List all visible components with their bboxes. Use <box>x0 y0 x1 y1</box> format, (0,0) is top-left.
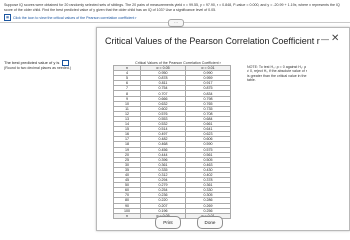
table-cell: n <box>114 66 141 71</box>
table-cell: 30 <box>114 162 141 167</box>
table-cell: 0.553 <box>141 116 186 121</box>
table-cell: 0.497 <box>141 132 186 137</box>
table-cell: 20 <box>114 152 141 157</box>
table-cell: 0.378 <box>186 178 231 183</box>
table-cell: 0.765 <box>186 101 231 106</box>
table-cell: 6 <box>114 81 141 86</box>
print-button[interactable]: Print <box>155 216 181 229</box>
table-cell: 15 <box>114 127 141 132</box>
answer-prompt: The best predicted value of y is <box>4 60 60 66</box>
table-cell: 0.361 <box>186 183 231 188</box>
table-cell: 0.444 <box>141 152 186 157</box>
table-cell: 0.811 <box>141 81 186 86</box>
table-cell: 0.959 <box>186 76 231 81</box>
table-cell: 0.666 <box>141 96 186 101</box>
table-cell: 0.396 <box>141 157 186 162</box>
table-cell: 0.254 <box>141 188 186 193</box>
table-cell: 8 <box>114 91 141 96</box>
answer-area <box>4 60 71 71</box>
minimize-button[interactable]: — <box>321 35 329 44</box>
table-cell: 11 <box>114 106 141 111</box>
table-cell: 0.917 <box>186 81 231 86</box>
answer-note: (Round to two decimal places as needed.) <box>4 66 72 70</box>
table-cell: 0.950 <box>141 71 186 76</box>
table-cell: 80 <box>114 198 141 203</box>
table-cell: 0.532 <box>141 122 186 127</box>
critical-values-dialog <box>96 27 350 231</box>
table-cell: 0.402 <box>186 172 231 177</box>
table-note: NOTE: To test H₀: ρ = 0 against H₁: ρ ≠ 0, reject H₀ if the absolute value of r is greater than the critical value in the table. <box>247 65 307 82</box>
table-cell: n <box>114 213 141 218</box>
table-cell: 0.482 <box>141 137 186 142</box>
table-cell: 0.220 <box>141 198 186 203</box>
table-cell: 0.207 <box>141 203 186 208</box>
table-cell: 17 <box>114 137 141 142</box>
table-cell: 0.623 <box>186 132 231 137</box>
table-cell: 9 <box>114 96 141 101</box>
table-cell: 0.335 <box>141 167 186 172</box>
table-cell: 12 <box>114 111 141 116</box>
table-cell: 14 <box>114 122 141 127</box>
table-cell: 0.269 <box>186 203 231 208</box>
table-cell: 0.707 <box>141 91 186 96</box>
table-cell: 5 <box>114 76 141 81</box>
table-cell: 0.632 <box>141 101 186 106</box>
table-cell: 0.312 <box>141 172 186 177</box>
table-cell: 0.361 <box>141 162 186 167</box>
table-cell: 16 <box>114 132 141 137</box>
collapse-button[interactable]: ··· <box>168 19 184 27</box>
table-cell: 0.878 <box>141 76 186 81</box>
table-cell: 90 <box>114 203 141 208</box>
table-cell: 0.463 <box>186 162 231 167</box>
table-cell: 35 <box>114 167 141 172</box>
table-cell: 0.330 <box>186 188 231 193</box>
table-icon[interactable]: ▦ <box>4 14 11 21</box>
table-cell: 0.561 <box>186 152 231 157</box>
table-cell: 70 <box>114 193 141 198</box>
table-cell: 25 <box>114 157 141 162</box>
table-cell: 0.294 <box>141 178 186 183</box>
table-cell: 0.684 <box>186 116 231 121</box>
table-cell: 13 <box>114 116 141 121</box>
table-cell: 0.305 <box>186 193 231 198</box>
table-cell: 0.575 <box>186 147 231 152</box>
table-container <box>113 61 317 218</box>
table-cell: 0.798 <box>186 96 231 101</box>
table-cell: 0.236 <box>141 193 186 198</box>
problem-text: Suppose IQ scores were obtained for 20 randomly selected sets of siblings. The 20 pairs of measurements yield x = 99.55, y = 97.90, r = 0.848, P-value = 0.000, and y = -20.99 + 1.19x, where x represents the IQ score of the older child. Find the best predicted value of y given that the older child has an IQ of 103? Use a significance level of 0.05. <box>4 3 340 12</box>
table-cell: α = 0.01 <box>186 66 231 71</box>
table-cell: 0.661 <box>186 122 231 127</box>
done-button[interactable]: Done <box>197 216 223 229</box>
table-cell: 10 <box>114 101 141 106</box>
dialog-title: Critical Values of the Pearson Correlation Coefficient r <box>105 36 320 46</box>
table-cell: 7 <box>114 86 141 91</box>
table-cell: 0.602 <box>141 106 186 111</box>
table-cell: 18 <box>114 142 141 147</box>
table-cell: 4 <box>114 71 141 76</box>
table-cell: 100 <box>114 208 141 213</box>
table-cell: 50 <box>114 183 141 188</box>
table-cell: 19 <box>114 147 141 152</box>
table-cell: 0.590 <box>186 142 231 147</box>
table-cell: 0.708 <box>186 111 231 116</box>
table-cell: 60 <box>114 188 141 193</box>
table-cell: 0.641 <box>186 127 231 132</box>
table-cell: 0.754 <box>141 86 186 91</box>
close-button[interactable]: ✕ <box>331 33 340 44</box>
table-cell: 0.576 <box>141 111 186 116</box>
hint-label[interactable]: Click the icon to view the critical values of the Pearson correlation coefficient r <box>13 15 137 20</box>
table-cell: 0.735 <box>186 106 231 111</box>
hint-link[interactable] <box>4 14 137 21</box>
table-cell: 40 <box>114 172 141 177</box>
table-cell: 0.505 <box>186 157 231 162</box>
table-cell: 0.456 <box>141 147 186 152</box>
table-cell: 45 <box>114 178 141 183</box>
table-caption: Critical Values of the Pearson Correlation Coefficient r <box>135 61 221 65</box>
table-cell: 0.256 <box>186 208 231 213</box>
table-cell: 0.286 <box>186 198 231 203</box>
table-cell: 0.430 <box>186 167 231 172</box>
table-cell: α = 0.05 <box>141 66 186 71</box>
table-cell: 0.196 <box>141 208 186 213</box>
critical-values-table <box>113 65 231 219</box>
table-cell: 0.606 <box>186 137 231 142</box>
table-cell: 0.990 <box>186 71 231 76</box>
table-cell: 0.279 <box>141 183 186 188</box>
table-cell: 0.834 <box>186 91 231 96</box>
table-cell: 0.875 <box>186 86 231 91</box>
table-cell: 0.514 <box>141 127 186 132</box>
table-cell: 0.468 <box>141 142 186 147</box>
